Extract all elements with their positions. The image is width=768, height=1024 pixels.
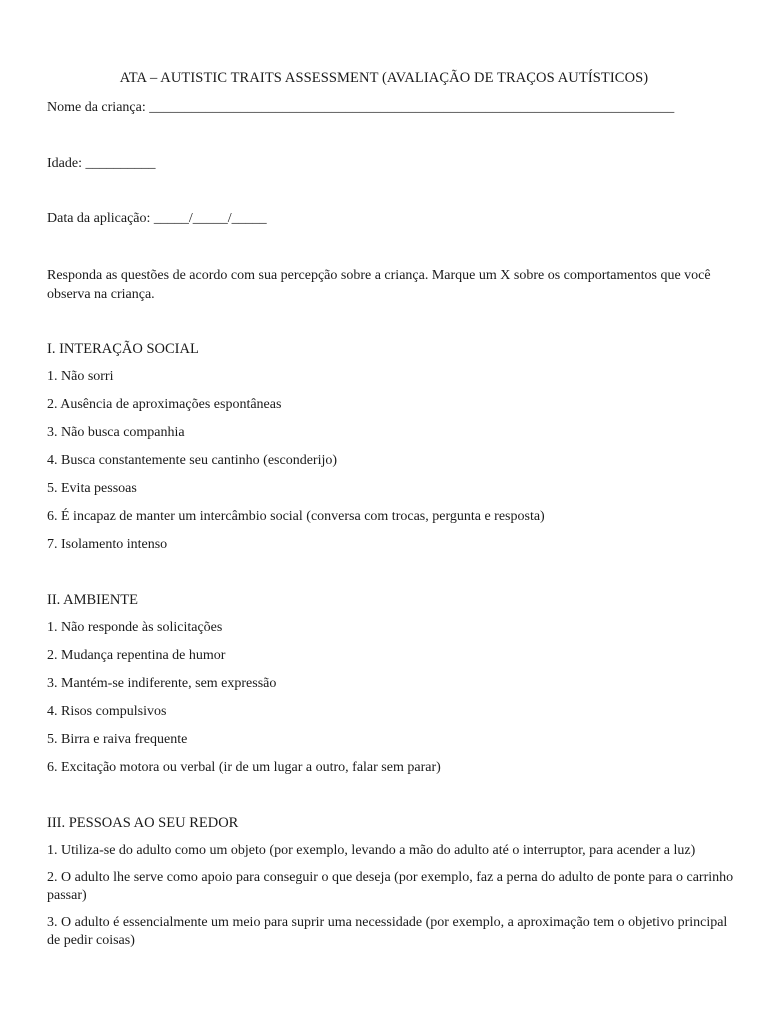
section-social-interaction xyxy=(47,340,737,564)
list-item: 5. Evita pessoas xyxy=(47,481,137,496)
list-item: 3. O adulto é essencialmente um meio para suprir uma necessidade (por exemplo, a aproximação tem o objetivo principal de pedir coisas) xyxy=(47,915,728,948)
list-item: 6. Excitação motora ou verbal (ir de um lugar a outro, falar sem parar) xyxy=(47,760,441,775)
section-title: II. AMBIENTE xyxy=(47,592,139,608)
list-item: 1. Utiliza-se do adulto como um objeto (por exemplo, levando a mão do adulto até o interruptor, para acender a luz) xyxy=(47,843,696,858)
child-name-field: Nome da criança: ___________________________________________________________________________ xyxy=(47,100,675,115)
list-item: 5. Birra e raiva frequente xyxy=(47,732,188,747)
section-title: III. PESSOAS AO SEU REDOR xyxy=(47,815,239,831)
list-item: 1. Não responde às solicitações xyxy=(47,620,223,635)
list-item: 6. É incapaz de manter um intercâmbio social (conversa com trocas, pergunta e resposta) xyxy=(47,509,545,524)
item-list xyxy=(47,619,737,776)
list-item: 7. Isolamento intenso xyxy=(47,537,168,552)
item-list xyxy=(47,368,737,553)
section-people-around xyxy=(47,814,737,959)
list-item: 3. Não busca companhia xyxy=(47,425,185,440)
document-title: ATA – AUTISTIC TRAITS ASSESSMENT (AVALIAÇÃO DE TRAÇOS AUTÍSTICOS) xyxy=(119,70,649,86)
list-item: 4. Risos compulsivos xyxy=(47,704,167,719)
list-item: 1. Não sorri xyxy=(47,369,114,384)
list-item: 4. Busca constantemente seu cantinho (esconderijo) xyxy=(47,453,338,468)
list-item: 3. Mantém-se indiferente, sem expressão xyxy=(47,676,277,691)
application-date-field: Data da aplicação: _____/_____/_____ xyxy=(47,211,267,226)
section-title: I. INTERAÇÃO SOCIAL xyxy=(47,341,199,357)
list-item: 2. O adulto lhe serve como apoio para conseguir o que deseja (por exemplo, faz a perna do adulto de ponte para o carrinho passar) xyxy=(47,870,734,903)
list-item: 2. Ausência de aproximações espontâneas xyxy=(47,397,282,412)
instructions-paragraph: Responda as questões de acordo com sua percepção sobre a criança. Marque um X sobre os comportamentos que você observa na criança. xyxy=(47,268,711,302)
item-list xyxy=(47,842,737,950)
list-item: 2. Mudança repentina de humor xyxy=(47,648,226,663)
age-field: Idade: __________ xyxy=(47,156,156,171)
section-environment xyxy=(47,591,737,787)
